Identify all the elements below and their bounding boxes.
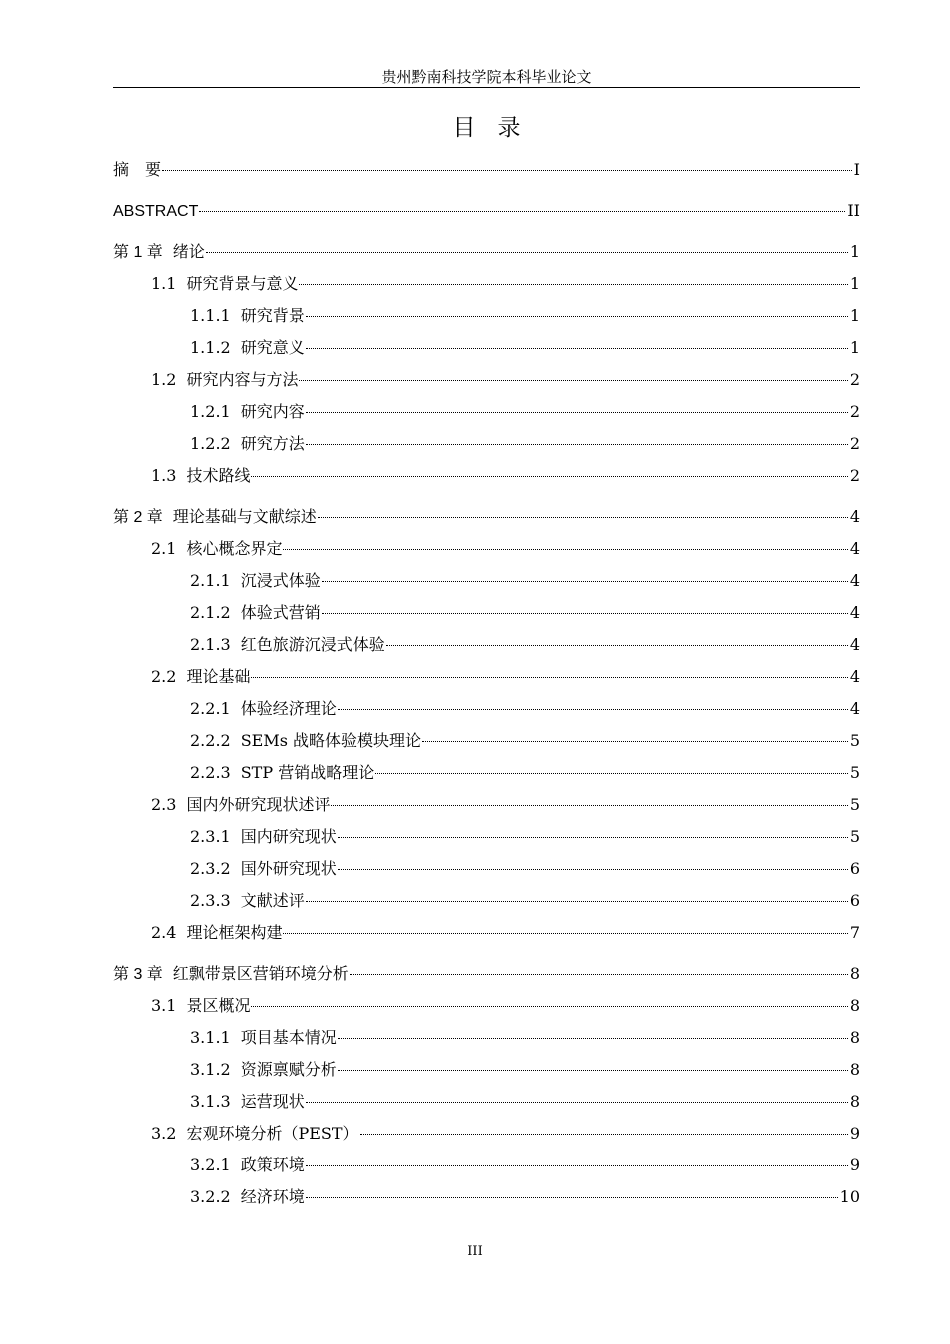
toc-entry-text: 国内研究现状 <box>240 827 337 846</box>
toc-dot-leader <box>338 1038 848 1039</box>
toc-dot-leader <box>206 252 848 253</box>
toc-entry[interactable] <box>190 432 860 456</box>
toc-entry-label <box>113 159 161 183</box>
toc-dot-leader <box>251 476 847 477</box>
toc-dot-leader <box>422 741 848 742</box>
toc-entry[interactable] <box>190 857 860 881</box>
toc-entry-number: 3.1 <box>151 996 177 1015</box>
toc-dot-leader <box>306 316 848 317</box>
toc-entry-text: 国内外研究现状述评 <box>186 795 331 814</box>
toc-entry-label <box>151 272 298 296</box>
toc-entry-text: 项目基本情况 <box>240 1028 337 1047</box>
toc-entry-number: 2.1 <box>151 539 177 558</box>
toc-entry-text: 运营现状 <box>240 1092 305 1111</box>
toc-entry-label <box>190 569 321 593</box>
toc-entry-text: 绪论 <box>172 244 205 261</box>
toc-entry-label <box>151 665 250 689</box>
toc-entry-number: 3.1.1 <box>190 1028 231 1047</box>
toc-entry-number: 2.1.2 <box>190 603 231 622</box>
toc-entry[interactable] <box>151 921 860 945</box>
toc-entry-label <box>190 304 305 328</box>
toc-dot-leader <box>375 773 848 774</box>
toc-entry-text: 摘 要 <box>113 162 162 179</box>
toc-entry[interactable] <box>113 505 860 529</box>
toc-entry-number: 3.1.3 <box>190 1092 231 1111</box>
toc-entry[interactable] <box>151 1122 860 1146</box>
toc-entry-label <box>113 200 198 224</box>
toc-dot-leader <box>338 837 848 838</box>
toc-entry-number: 3.2 <box>151 1124 177 1143</box>
toc-entry-text: 研究内容 <box>240 402 305 421</box>
toc-entry[interactable] <box>190 1153 860 1177</box>
toc-entry[interactable] <box>151 464 860 488</box>
toc-entry-label <box>151 1122 359 1146</box>
toc-dot-leader <box>360 1134 848 1135</box>
toc-entry-page: 1 <box>849 306 860 325</box>
page-header: 贵州黔南科技学院本科毕业论文 <box>381 68 592 86</box>
toc-dot-leader <box>299 284 847 285</box>
toc-entry-number: 3.2.1 <box>190 1155 231 1174</box>
toc-entry-page: 8 <box>849 1060 860 1079</box>
toc-entry[interactable] <box>190 1090 860 1114</box>
toc-dot-leader <box>322 581 848 582</box>
toc-entry[interactable] <box>190 633 860 657</box>
toc-entry-text: 理论基础 <box>186 667 251 686</box>
toc-entry[interactable] <box>151 368 860 392</box>
toc-entry-text: 研究内容与方法 <box>186 370 299 389</box>
toc-entry[interactable] <box>190 825 860 849</box>
toc-entry-text: 资源禀赋分析 <box>240 1060 337 1079</box>
toc-entry-label <box>190 1090 305 1114</box>
toc-entry-text: 研究方法 <box>240 434 305 453</box>
toc-dot-leader <box>306 1165 848 1166</box>
toc-entry-text: 研究背景 <box>240 306 305 325</box>
toc-dot-leader <box>299 380 847 381</box>
toc-entry-number: 1.2.1 <box>190 402 231 421</box>
toc-entry-label <box>190 1185 305 1209</box>
toc-entry-number: 2.2.2 <box>190 731 231 750</box>
toc-entry-page: 4 <box>849 571 860 590</box>
toc-dot-leader <box>306 412 848 413</box>
toc-entry-number: 第 1 章 <box>113 244 163 261</box>
toc-dot-leader <box>199 211 845 212</box>
toc-entry-label <box>190 1026 337 1050</box>
toc-entry-text: STP 营销战略理论 <box>240 763 375 782</box>
toc-dot-leader <box>338 1070 848 1071</box>
toc-entry[interactable] <box>113 158 860 182</box>
toc-dot-leader <box>251 1006 847 1007</box>
toc-entry-page: 2 <box>849 434 860 453</box>
toc-entry[interactable] <box>151 665 860 689</box>
toc-entry-number: 2.1.1 <box>190 571 231 590</box>
toc-entry-number: 1.1.1 <box>190 306 231 325</box>
toc-entry[interactable] <box>190 1026 860 1050</box>
toc-entry-page: 8 <box>849 1092 860 1111</box>
toc-dot-leader <box>350 974 848 975</box>
toc-entry-page: 2 <box>849 466 860 485</box>
toc-entry-page: II <box>847 201 860 220</box>
toc-entry-text: 核心概念界定 <box>186 539 283 558</box>
toc-entry-number: 1.3 <box>151 466 177 485</box>
toc-dot-leader <box>331 805 847 806</box>
toc-entry[interactable] <box>190 697 860 721</box>
toc-entry-text: 理论框架构建 <box>186 923 283 942</box>
toc-dot-leader <box>306 444 848 445</box>
toc-entry-label <box>113 241 205 265</box>
toc-entry-page: 2 <box>849 370 860 389</box>
toc-entry-page: 2 <box>849 402 860 421</box>
toc-dot-leader <box>306 348 848 349</box>
toc-entry-number: 2.3.3 <box>190 891 231 910</box>
toc-entry-number: 2.3.1 <box>190 827 231 846</box>
toc-entry-page: 4 <box>849 635 860 654</box>
toc-entry-label <box>190 825 337 849</box>
toc-entry-label <box>151 793 330 817</box>
toc-entry[interactable] <box>151 994 860 1018</box>
toc-dot-leader <box>306 901 848 902</box>
toc-entry-number: 1.1 <box>151 274 177 293</box>
toc-entry[interactable] <box>151 793 860 817</box>
toc-entry-label <box>151 921 282 945</box>
toc-entry-number: 2.3.2 <box>190 859 231 878</box>
toc-entry-number: 3.1.2 <box>190 1060 231 1079</box>
toc-dot-leader <box>338 869 848 870</box>
toc-entry-number: 2.2.3 <box>190 763 231 782</box>
toc-entry-label <box>190 1153 305 1177</box>
toc-entry-page: 4 <box>849 603 860 622</box>
toc-entry-label <box>190 633 385 657</box>
toc-entry[interactable] <box>151 272 860 296</box>
toc-title: 目录 <box>452 115 543 141</box>
toc-entry-number: 3.2.2 <box>190 1187 231 1206</box>
toc-entry-number: 2.4 <box>151 923 177 942</box>
toc-entry-label <box>190 729 421 753</box>
toc-entry-page: 10 <box>839 1187 860 1206</box>
toc-entry-page: 1 <box>849 242 860 261</box>
toc-dot-leader <box>318 517 848 518</box>
toc-entry-text: 红飘带景区营销环境分析 <box>172 966 349 983</box>
toc-entry-text: 景区概况 <box>186 996 251 1015</box>
toc-entry-page: 8 <box>849 1028 860 1047</box>
toc-entry-number: 1.2 <box>151 370 177 389</box>
toc-dot-leader <box>283 549 847 550</box>
toc-entry-page: 5 <box>849 795 860 814</box>
toc-entry-text: ABSTRACT <box>113 203 199 220</box>
toc-entry-label <box>151 368 298 392</box>
toc-dot-leader <box>306 1102 848 1103</box>
toc-entry[interactable] <box>190 400 860 424</box>
toc-entry-number: 1.2.2 <box>190 434 231 453</box>
page-number: III <box>467 1244 483 1259</box>
toc-entry[interactable] <box>190 1185 860 1209</box>
toc-entry-page: 4 <box>849 699 860 718</box>
toc-entry-label <box>151 994 250 1018</box>
toc-entry-text: 体验经济理论 <box>240 699 337 718</box>
toc-entry-page: 1 <box>849 274 860 293</box>
toc-entry-page: 7 <box>849 923 860 942</box>
toc-entry-text: 沉浸式体验 <box>240 571 321 590</box>
toc-entry-label <box>190 857 337 881</box>
toc-entry-number: 2.3 <box>151 795 177 814</box>
toc-entry[interactable] <box>190 304 860 328</box>
toc-dot-leader <box>306 1197 838 1198</box>
toc-entry-label <box>190 400 305 424</box>
toc-entry-page: 6 <box>849 859 860 878</box>
toc-entry-label <box>190 889 305 913</box>
toc-entry[interactable] <box>190 336 860 360</box>
toc-entry-page: 1 <box>849 338 860 357</box>
toc-entry-text: 文献述评 <box>240 891 305 910</box>
toc-entry-number: 2.2.1 <box>190 699 231 718</box>
toc-entry[interactable] <box>190 1058 860 1082</box>
toc-entry-page: 6 <box>849 891 860 910</box>
toc-dot-leader <box>386 645 848 646</box>
toc-entry[interactable] <box>190 729 860 753</box>
toc-entry-label <box>190 432 305 456</box>
toc-dot-leader <box>338 709 848 710</box>
toc-entry[interactable] <box>190 761 860 785</box>
toc-dot-leader <box>251 677 847 678</box>
toc-entry-number: 第 2 章 <box>113 509 163 526</box>
toc-entry-text: 红色旅游沉浸式体验 <box>240 635 385 654</box>
toc-entry-text: 技术路线 <box>186 466 251 485</box>
toc-entry-number: 2.2 <box>151 667 177 686</box>
toc-entry[interactable] <box>190 601 860 625</box>
toc-entry-text: 国外研究现状 <box>240 859 337 878</box>
toc-entry-text: 政策环境 <box>240 1155 305 1174</box>
toc-entry[interactable] <box>113 240 860 264</box>
toc-entry-page: 4 <box>849 667 860 686</box>
toc-entry-text: 理论基础与文献综述 <box>172 509 317 526</box>
toc-entry-page: I <box>853 160 860 179</box>
toc-entry-text: 体验式营销 <box>240 603 321 622</box>
toc-entry-label <box>151 464 250 488</box>
toc-dot-leader <box>162 170 852 171</box>
toc-entry-page: 5 <box>849 827 860 846</box>
toc-entry-page: 9 <box>849 1124 860 1143</box>
toc-entry-label <box>190 761 374 785</box>
toc-entry-label <box>151 537 282 561</box>
toc-entry-page: 9 <box>849 1155 860 1174</box>
toc-entry-page: 8 <box>849 996 860 1015</box>
toc-entry[interactable] <box>113 199 860 223</box>
toc-entry[interactable] <box>190 889 860 913</box>
toc-entry-page: 8 <box>849 964 860 983</box>
toc-entry-page: 4 <box>849 507 860 526</box>
toc-entry-label <box>190 601 321 625</box>
toc-entry-page: 5 <box>849 731 860 750</box>
toc-entry-label <box>190 336 305 360</box>
toc-entry-label <box>190 1058 337 1082</box>
toc-entry-text: 研究背景与意义 <box>186 274 299 293</box>
toc-entry-text: SEMs 战略体验模块理论 <box>240 731 422 750</box>
toc-dot-leader <box>322 613 848 614</box>
toc-entry[interactable] <box>151 537 860 561</box>
toc-dot-leader <box>283 933 847 934</box>
toc-entry-text: 经济环境 <box>240 1187 305 1206</box>
toc-entry-text: 宏观环境分析（PEST） <box>186 1124 359 1143</box>
toc-entry-number: 1.1.2 <box>190 338 231 357</box>
toc-entry-number: 第 3 章 <box>113 966 163 983</box>
toc-entry-number: 2.1.3 <box>190 635 231 654</box>
toc-entry-label <box>113 506 317 530</box>
toc-entry-text: 研究意义 <box>240 338 305 357</box>
toc-entry-page: 5 <box>849 763 860 782</box>
toc-entry[interactable] <box>190 569 860 593</box>
toc-entry-label <box>113 963 349 987</box>
toc-entry-page: 4 <box>849 539 860 558</box>
toc-entry-label <box>190 697 337 721</box>
toc-entry[interactable] <box>113 962 860 986</box>
